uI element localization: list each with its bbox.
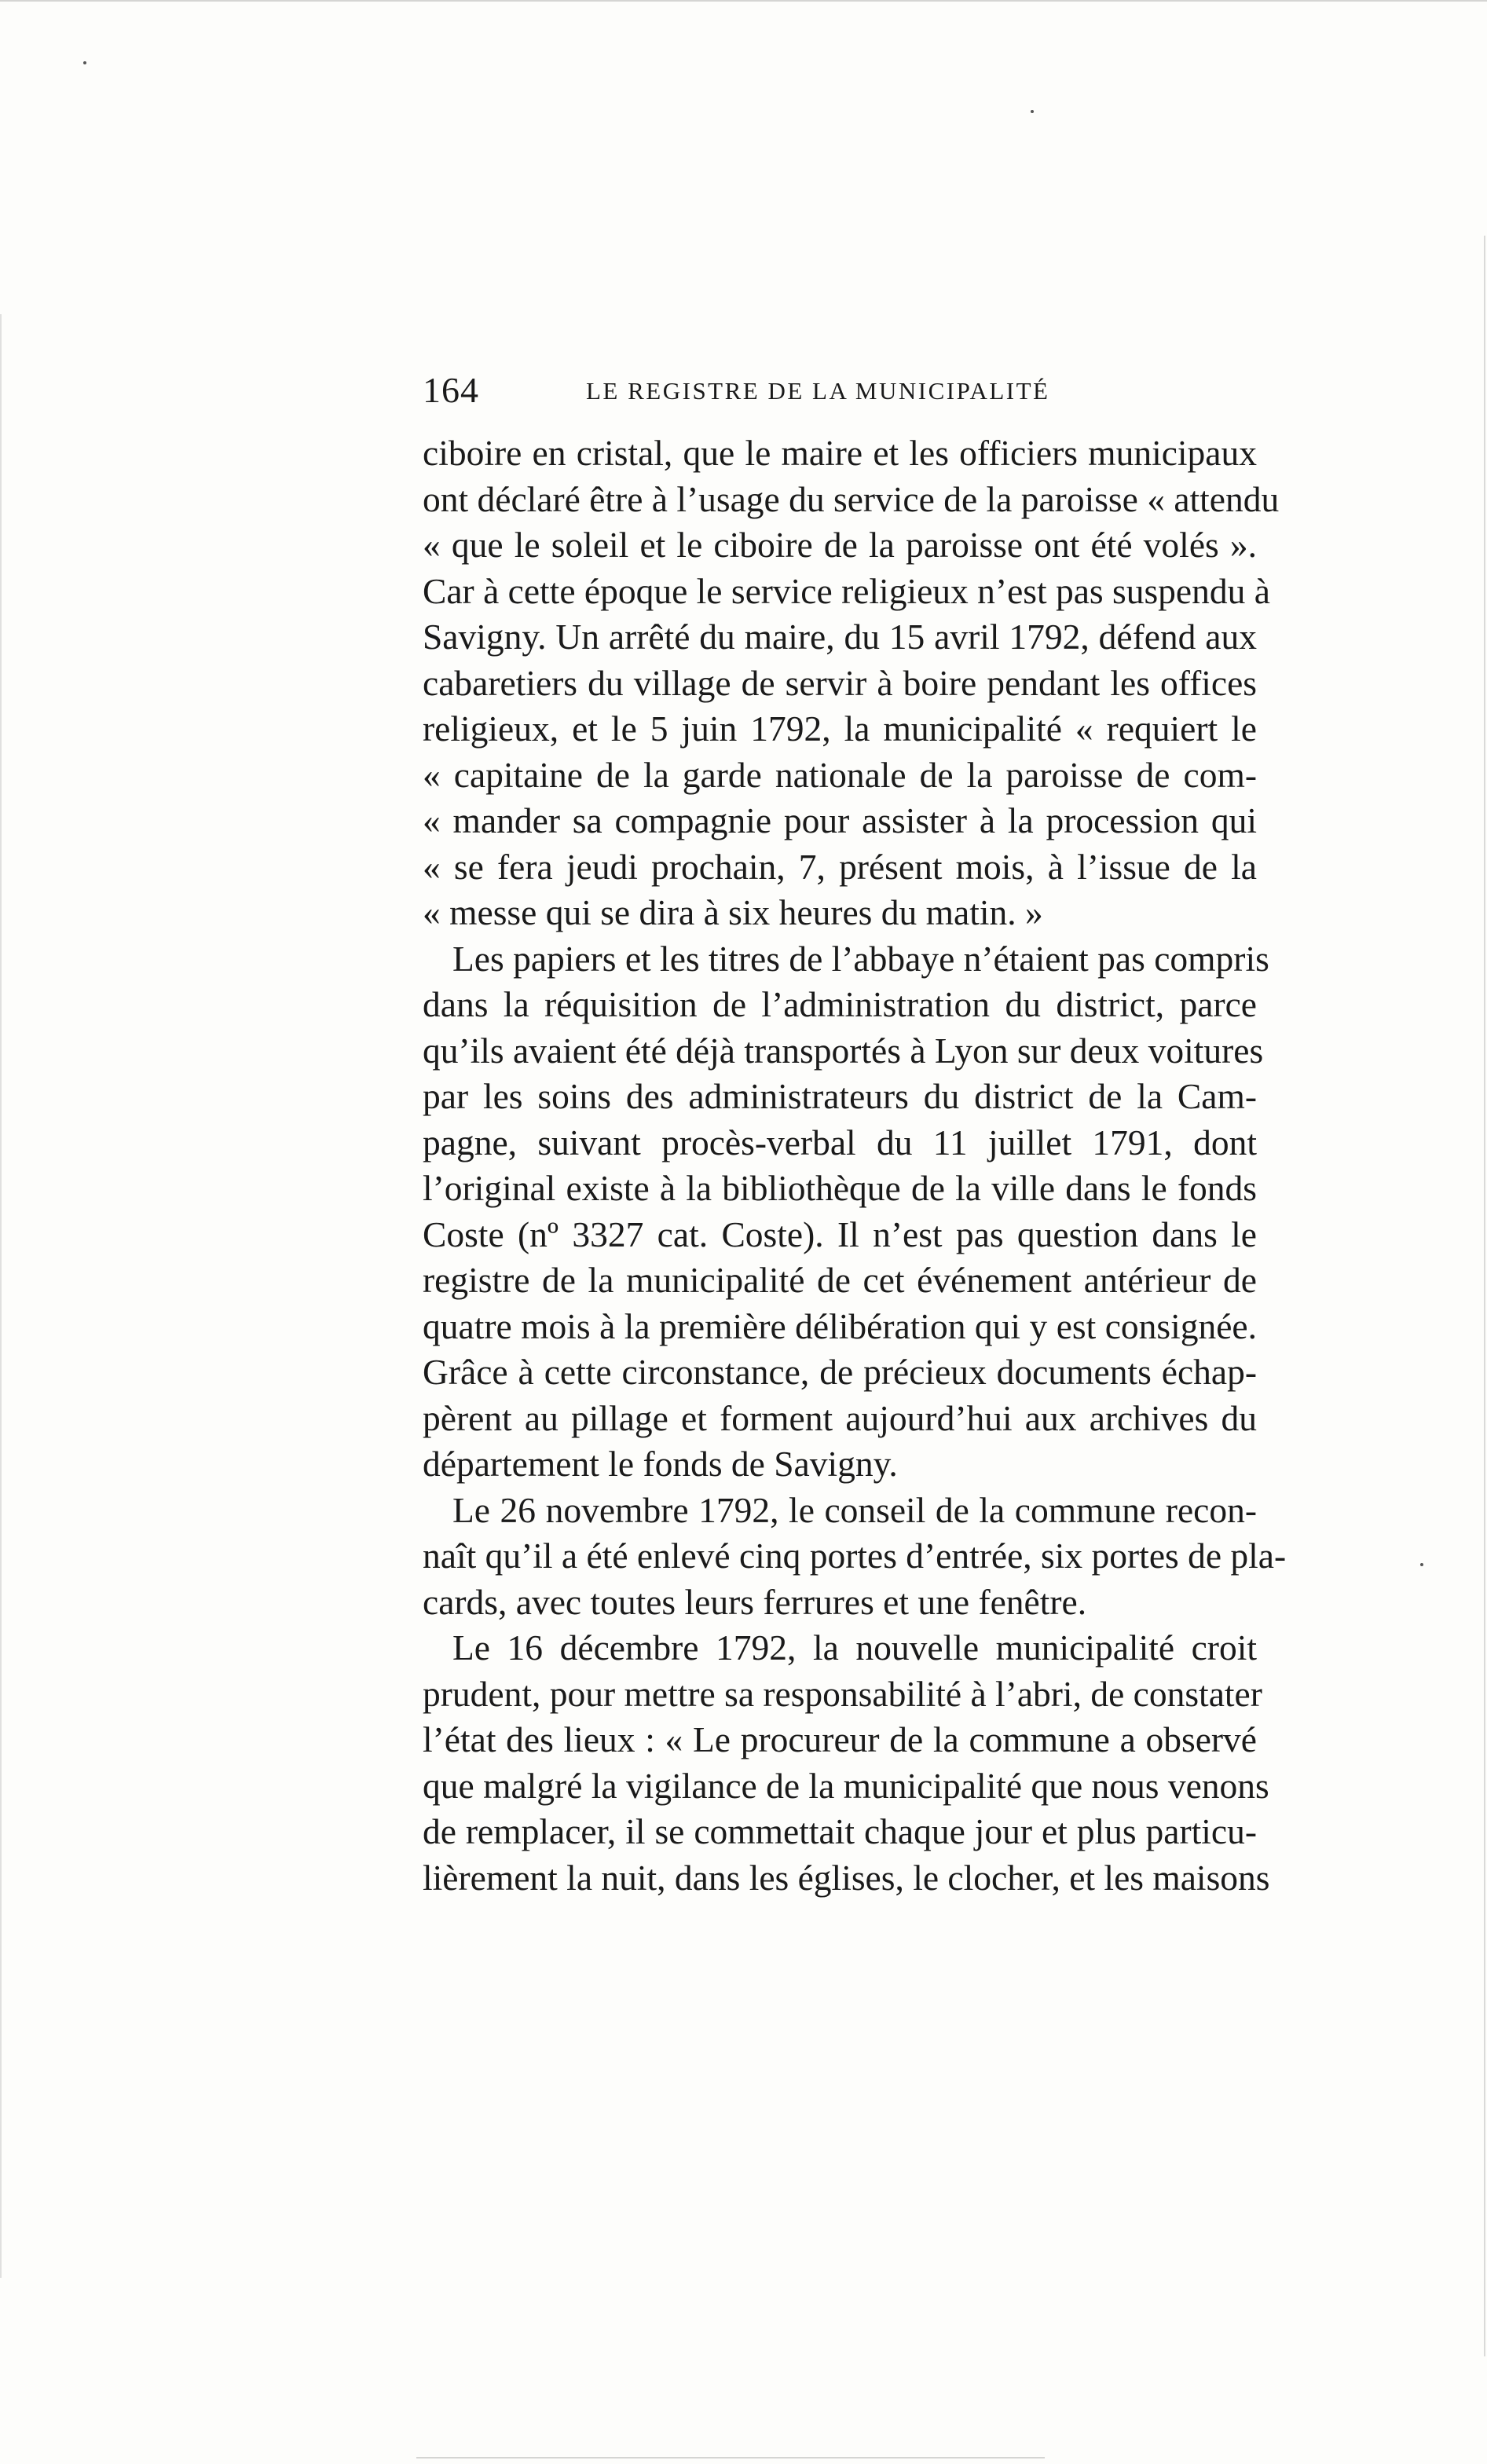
- text-line: l’original existe à la bibliothèque de la ville dans le fonds: [423, 1168, 1257, 1208]
- text-line: « capitaine de la garde nationale de la paroisse de com-: [423, 754, 1257, 795]
- scan-edge-top: [0, 0, 1487, 2]
- text-line: Les papiers et les titres de l’abbaye n’étaient pas compris: [452, 938, 1269, 979]
- text-line: religieux, et le 5 juin 1792, la municipalité « requiert le: [423, 708, 1257, 749]
- text-line: Le 16 décembre 1792, la nouvelle municipalité croit: [452, 1627, 1257, 1668]
- speck: [1420, 1563, 1423, 1566]
- text-line: « que le soleil et le ciboire de la paroisse ont été volés ».: [423, 525, 1257, 565]
- text-line: « messe qui se dira à six heures du matin. »: [423, 892, 1043, 932]
- text-line: cabaretiers du village de servir à boire pendant les offices: [423, 662, 1257, 703]
- text-line: Grâce à cette circonstance, de précieux documents échap-: [423, 1352, 1257, 1392]
- text-line: que malgré la vigilance de la municipalité que nous venons: [423, 1765, 1269, 1806]
- text-line: Car à cette époque le service religieux n’est pas suspendu à: [423, 570, 1270, 611]
- text-line: « mander sa compagnie pour assister à la procession qui: [423, 800, 1257, 840]
- text-line: ciboire en cristal, que le maire et les officiers municipaux: [423, 433, 1257, 473]
- text-line: registre de la municipalité de cet événement antérieur de: [423, 1260, 1257, 1300]
- text-line: de remplacer, il se commettait chaque jour et plus particu-: [423, 1811, 1257, 1851]
- body-text: [423, 430, 1287, 1901]
- text-line: l’état des lieux : « Le procureur de la commune a observé: [423, 1719, 1257, 1759]
- text-line: par les soins des administrateurs du district de la Cam-: [423, 1076, 1257, 1116]
- scan-edge-bottom: [416, 2457, 1045, 2459]
- text-line: département le fonds de Savigny.: [423, 1444, 898, 1484]
- scan-edge-left: [0, 314, 2, 2278]
- speck: [1031, 110, 1034, 113]
- speck: [83, 61, 86, 64]
- text-line: prudent, pour mettre sa responsabilité à l’abri, de constater: [423, 1673, 1262, 1714]
- text-line: Coste (nº 3327 cat. Coste). Il n’est pas question dans le: [423, 1214, 1257, 1254]
- text-line: quatre mois à la première délibération qui y est consignée.: [423, 1305, 1257, 1346]
- text-line: pèrent au pillage et forment aujourd’hui aux archives du: [423, 1397, 1257, 1438]
- text-line: qu’ils avaient été déjà transportés à Lyon sur deux voitures: [423, 1030, 1264, 1071]
- text-line: « se fera jeudi prochain, 7, présent mois, à l’issue de la: [423, 846, 1257, 887]
- page-header: [423, 369, 1255, 416]
- text-line: Savigny. Un arrêté du maire, du 15 avril 1792, défend aux: [423, 617, 1257, 657]
- text-line: cards, avec toutes leurs ferrures et une fenêtre.: [423, 1581, 1087, 1622]
- text-line: lièrement la nuit, dans les églises, le clocher, et les maisons: [423, 1857, 1270, 1898]
- text-line: naît qu’il a été enlevé cinq portes d’entrée, six portes de pla-: [423, 1536, 1287, 1576]
- scan-edge-right: [1484, 236, 1485, 2356]
- text-line: ont déclaré être à l’usage du service de la paroisse « attendu: [423, 478, 1280, 519]
- page-number: 164: [423, 370, 479, 410]
- text-line: pagne, suivant procès-verbal du 11 juillet 1791, dont: [423, 1122, 1257, 1162]
- text-line: Le 26 novembre 1792, le conseil de la commune recon-: [452, 1489, 1257, 1530]
- text-line: dans la réquisition de l’administration du district, parce: [423, 984, 1257, 1024]
- running-head: LE REGISTRE DE LA MUNICIPALITÉ: [586, 377, 1050, 405]
